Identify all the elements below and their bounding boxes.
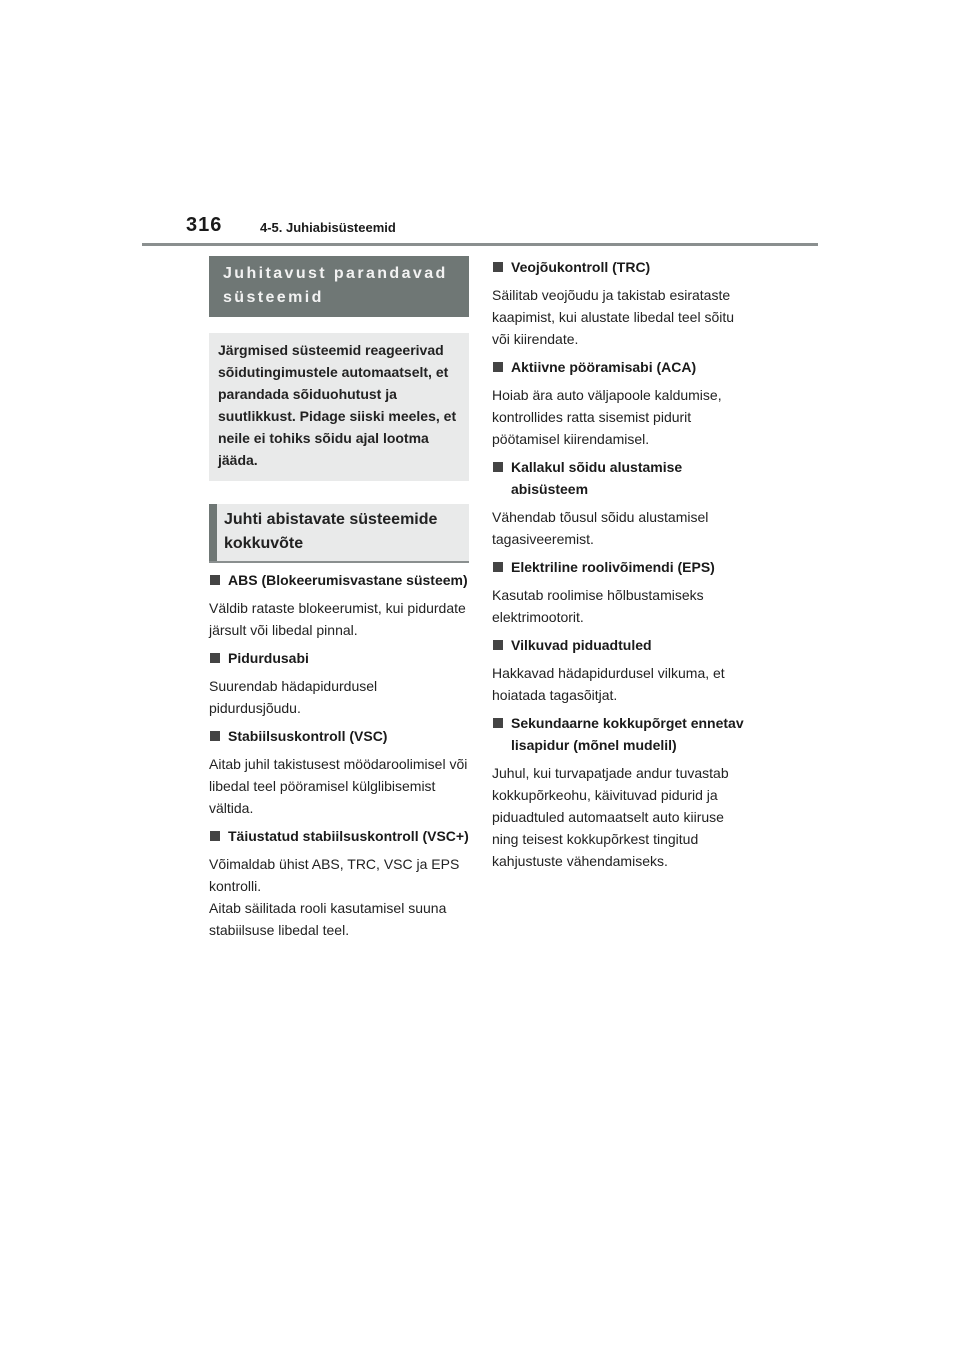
bullet-square-icon	[493, 262, 503, 272]
section-title: Juhitavust parandavad süsteemid	[209, 256, 469, 317]
bullet-square-icon	[493, 462, 503, 472]
item-heading	[492, 456, 752, 500]
item-heading	[209, 725, 469, 747]
bullet-square-icon	[493, 562, 503, 572]
item-body: Aitab juhil takistusest möödaroolimisel või libedal teel pööramisel külglibisemist vältida.	[209, 756, 468, 816]
bullet-square-icon	[210, 653, 220, 663]
intro-box: Järgmised süsteemid reageerivad sõidutingimustele automaatselt, et parandada sõiduohutust ja suutlikkust. Pidage siiski meeles, et neile ei tohiks sõidu ajal lootma jääda.	[209, 333, 469, 481]
section-label: 4-5. Juhiabisüsteemid	[260, 220, 396, 235]
item-heading	[492, 556, 752, 578]
item-body: Säilitab veojõudu ja takistab esirataste kaapimist, kui alustate libedal teel sõitu või kiirendate.	[492, 287, 735, 347]
bullet-square-icon	[493, 640, 503, 650]
list-item	[209, 825, 469, 941]
item-body: Väldib rataste blokeerumist, kui pidurdate järsult või libedal pinnal.	[209, 600, 466, 638]
item-heading-text: Sekundaarne kokkupõrget ennetav lisapidur (mõnel mudelil)	[511, 715, 744, 753]
list-item	[209, 647, 469, 719]
right-column	[492, 256, 752, 878]
item-heading	[492, 712, 752, 756]
item-heading	[492, 634, 752, 656]
bullet-square-icon	[210, 731, 220, 741]
summary-subheading: Juhti abistavate süsteemide kokkuvõte	[209, 504, 469, 561]
list-item	[492, 256, 752, 350]
item-heading-text: Stabiilsuskontroll (VSC)	[228, 728, 388, 744]
page-number: 316	[186, 214, 223, 236]
bullet-square-icon	[493, 362, 503, 372]
list-item	[492, 456, 752, 550]
item-heading-text: Pidurdusabi	[228, 650, 309, 666]
item-heading-text: Vilkuvad piduadtuled	[511, 637, 652, 653]
right-items	[492, 256, 752, 872]
list-item	[492, 356, 752, 450]
list-item	[492, 712, 752, 872]
header-rule	[142, 243, 818, 246]
bullet-square-icon	[493, 718, 503, 728]
item-heading-text: Veojõukontroll (TRC)	[511, 259, 651, 275]
list-item	[492, 556, 752, 628]
item-heading	[492, 356, 752, 378]
list-item	[209, 725, 469, 819]
item-heading-text: Täiustatud stabiilsuskontroll (VSC+)	[228, 828, 469, 844]
bullet-square-icon	[210, 575, 220, 585]
left-column	[209, 256, 469, 947]
item-heading	[209, 569, 469, 591]
list-item	[209, 569, 469, 641]
item-heading-text: Kallakul sõidu alustamise abisüsteem	[511, 459, 683, 497]
item-heading-text: ABS (Blokeerumisvastane süsteem)	[228, 572, 468, 588]
item-heading-text: Aktiivne pööramisabi (ACA)	[511, 359, 697, 375]
item-body: Vähendab tõusul sõidu alustamisel tagasiveeremist.	[492, 509, 709, 547]
left-items	[209, 569, 469, 941]
item-body: Juhul, kui turvapatjade andur tuvastab kokkupõrkeohu, käivituvad pidurid ja piduadtuled automaatselt auto kiiruse ning teisest kokkupõrkest tingitud kahjustuste vähendamiseks.	[492, 765, 729, 869]
item-body: Suurendab hädapidurdusel pidurdusjõudu.	[209, 678, 378, 716]
bullet-square-icon	[210, 831, 220, 841]
item-heading	[209, 825, 469, 847]
item-body: Hoiab ära auto väljapoole kaldumise, kontrollides ratta sisemist pidurit pöötamisel kiirendamisel.	[492, 387, 722, 447]
item-body: Võimaldab ühist ABS, TRC, VSC ja EPS kontrolli. Aitab säilitada rooli kasutamisel suuna stabiilsuse libedal teel.	[209, 856, 460, 938]
item-heading	[209, 647, 469, 669]
item-body: Hakkavad hädapidurdusel vilkuma, et hoiatada tagasõitjat.	[492, 665, 725, 703]
item-body: Kasutab roolimise hõlbustamiseks elektrimootorit.	[492, 587, 704, 625]
item-heading-text: Elektriline roolivõimendi (EPS)	[511, 559, 715, 575]
list-item	[492, 634, 752, 706]
item-heading	[492, 256, 752, 278]
subheading-rule	[209, 561, 469, 563]
